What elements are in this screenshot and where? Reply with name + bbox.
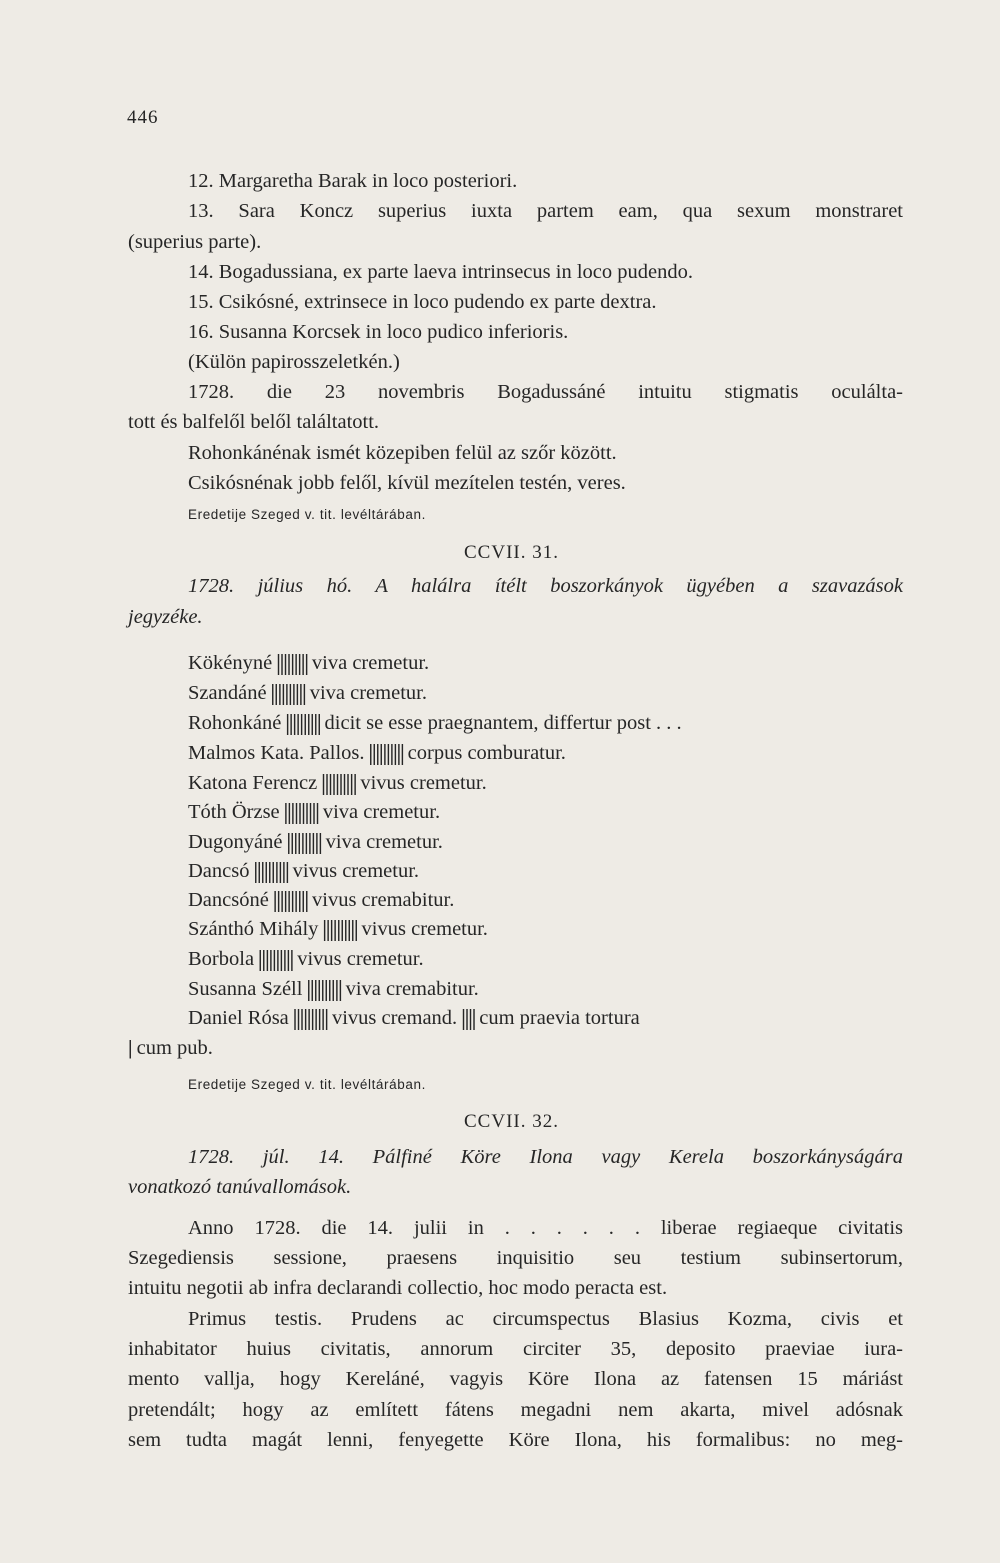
vote-verdict-secondary: cum praevia tortura (479, 1007, 640, 1029)
body-line: Szegediensis sessione, praesens inquisitio seu testium subinsertorum, (128, 1247, 903, 1269)
vote-name: Dancsó (188, 860, 250, 882)
body-line: intuitu negotii ab infra declarandi collectio, hoc modo peracta est. (128, 1277, 668, 1299)
vote-tally: |||||||||| (321, 770, 357, 796)
vote-tally: |||||||||| (286, 829, 322, 855)
vote-tally: |||||||||| (270, 680, 306, 706)
vote-tally: |||||||||| (368, 740, 404, 766)
vote-tally: |||||||||| (285, 710, 321, 736)
vote-verdict: vivus cremabitur. (312, 889, 455, 911)
list-item: 15. Csikósné, extrinsece in loco pudendo ex parte dextra. (188, 291, 657, 313)
vote-row (188, 887, 454, 913)
vote-tally-secondary: |||| (461, 1005, 476, 1031)
vote-name: Malmos Kata. Pallos. (188, 742, 365, 764)
vote-row (188, 829, 443, 855)
vote-verdict: viva cremetur. (325, 831, 443, 853)
note-line: Csikósnénak jobb felől, kívül mezítelen testén, veres. (188, 472, 626, 494)
vote-verdict: corpus comburatur. (407, 742, 566, 764)
vote-name: Susanna Széll (188, 978, 303, 1000)
vote-row (188, 1005, 640, 1031)
list-item: 13. Sara Koncz superius iuxta partem eam, qua sexum monstraret (188, 200, 903, 222)
vote-row (188, 976, 479, 1002)
body-line: mento vallja, hogy Kereláné, vagyis Köre Ilona az fatensen 15 máriást (128, 1368, 903, 1390)
note-line: tott és balfelől belől találtatott. (128, 411, 380, 433)
vote-verdict: vivus cremetur. (360, 772, 487, 794)
body-line: inhabitator huius civitatis, annorum circiter 35, deposito praeviae iura- (128, 1338, 903, 1360)
vote-row (188, 916, 488, 942)
vote-name: Tóth Örzse (188, 801, 280, 823)
section-title: 1728. július hó. A halálra ítélt boszorkányok ügyében a szavazások (188, 575, 903, 597)
vote-verdict: viva cremabitur. (345, 978, 479, 1000)
vote-row (188, 650, 429, 676)
list-item: (Külön papirosszeletkén.) (188, 351, 400, 373)
vote-name: Dancsóné (188, 889, 269, 911)
vote-name: Katona Ferencz (188, 772, 318, 794)
vote-tally: |||||||||| (292, 1005, 328, 1031)
vote-row (188, 858, 419, 884)
vote-row (188, 740, 566, 766)
list-item: 14. Bogadussiana, ex parte laeva intrinsecus in loco pudendo. (188, 261, 693, 283)
list-item-continuation: (superius parte). (128, 231, 262, 253)
vote-tally: |||||||||| (253, 858, 289, 884)
vote-tally: | (128, 1037, 132, 1059)
page-number: 446 (127, 107, 159, 128)
vote-row (188, 680, 427, 706)
vote-verdict: cum pub. (136, 1037, 213, 1059)
vote-tally: ||||||||| (276, 650, 308, 676)
vote-name: Rohonkáné (188, 712, 282, 734)
list-item: 12. Margaretha Barak in loco posteriori. (188, 170, 518, 192)
vote-row (188, 946, 424, 972)
list-item: 16. Susanna Korcsek in loco pudico inferioris. (188, 321, 569, 343)
vote-verdict: viva cremetur. (311, 652, 430, 674)
note-line: Rohonkánénak ismét közepiben felül az szőr között. (188, 442, 617, 464)
vote-tally: |||||||||| (306, 976, 342, 1002)
section-number: CCVII. 32. (464, 1111, 559, 1132)
vote-verdict: viva cremetur. (322, 801, 441, 823)
vote-row-continuation (128, 1035, 213, 1061)
vote-name: Daniel Rósa (188, 1007, 289, 1029)
section-number: CCVII. 31. (464, 542, 559, 563)
vote-row (188, 799, 440, 825)
vote-verdict: vivus cremetur. (292, 860, 420, 882)
section-title-continuation: jegyzéke. (128, 606, 203, 628)
body-line: Anno 1728. die 14. julii in . . . . . . liberae regiaeque civitatis (188, 1217, 903, 1239)
vote-verdict: vivus cremetur. (361, 918, 488, 940)
vote-verdict: vivus cremand. (331, 1007, 458, 1029)
vote-name: Kökényné (188, 652, 273, 674)
vote-name: Borbola (188, 948, 255, 970)
section-title: 1728. júl. 14. Pálfiné Köre Ilona vagy Kerela boszorkányságára (188, 1146, 903, 1168)
body-line: pretendált; hogy az említett fátens megadni nem akarta, mivel adósnak (128, 1399, 903, 1421)
vote-name: Dugonyáné (188, 831, 283, 853)
vote-verdict: dicit se esse praegnantem, differtur post . . . (324, 712, 682, 734)
body-line: Primus testis. Prudens ac circumspectus Blasius Kozma, civis et (188, 1308, 903, 1330)
vote-name: Szánthó Mihály (188, 918, 319, 940)
vote-tally: |||||||||| (258, 946, 294, 972)
note-line: 1728. die 23 novembris Bogadussáné intuitu stigmatis oculálta- (188, 381, 903, 403)
vote-tally: |||||||||| (322, 916, 358, 942)
vote-row (188, 770, 487, 796)
vote-row (188, 710, 682, 736)
section-title-continuation: vonatkozó tanúvallomások. (128, 1176, 352, 1198)
source-note: Eredetije Szeged v. tit. levéltárában. (188, 1077, 426, 1092)
vote-tally: |||||||||| (283, 799, 319, 825)
vote-verdict: viva cremetur. (309, 682, 427, 704)
body-line: sem tudta magát lenni, fenyegette Köre Ilona, his formalibus: no meg- (128, 1429, 903, 1451)
source-note: Eredetije Szeged v. tit. levéltárában. (188, 507, 426, 522)
vote-verdict: vivus cremetur. (297, 948, 424, 970)
vote-name: Szandáné (188, 682, 267, 704)
vote-tally: |||||||||| (272, 887, 308, 913)
